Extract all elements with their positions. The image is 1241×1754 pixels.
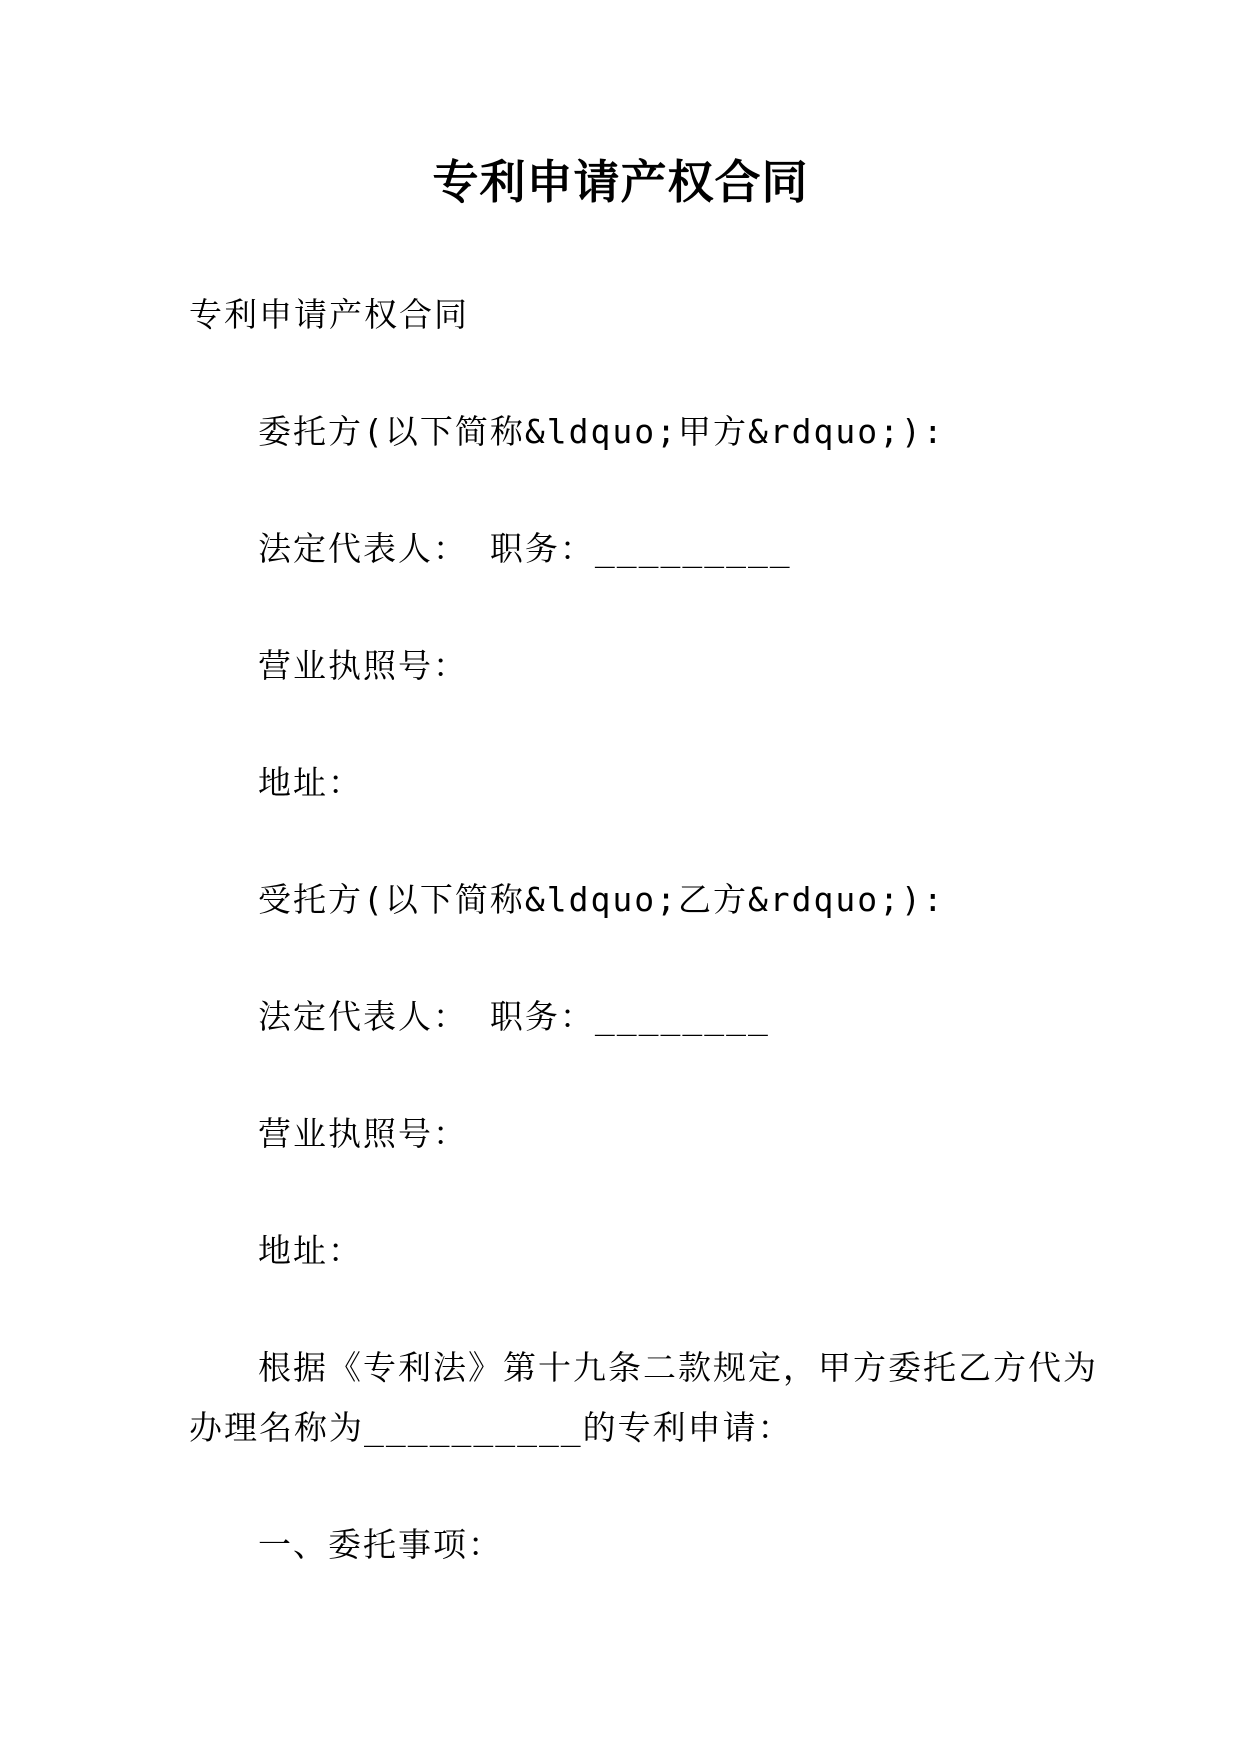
document-subtitle: 专利申请产权合同 [189,295,469,334]
party-b-license: 营业执照号： [258,1114,468,1153]
party-a-representative: 法定代表人： 职务：_________ [258,529,792,568]
document-title: 专利申请产权合同 [432,155,809,209]
legal-basis-line-1: 根据《专利法》第十九条二款规定，甲方委托乙方代为 [258,1348,1098,1387]
party-a-address: 地址： [258,763,363,802]
party-b-address: 地址： [258,1231,363,1270]
legal-basis-line-2: 办理名称为__________的专利申请： [189,1408,793,1447]
party-b-heading: 受托方(以下简称&ldquo;乙方&rdquo;): [258,880,945,919]
party-b-representative: 法定代表人： 职务：________ [258,997,770,1036]
party-a-license: 营业执照号： [258,646,468,685]
party-a-heading: 委托方(以下简称&ldquo;甲方&rdquo;): [258,412,945,451]
section-heading-entrusted-matters: 一、委托事项： [258,1525,503,1564]
